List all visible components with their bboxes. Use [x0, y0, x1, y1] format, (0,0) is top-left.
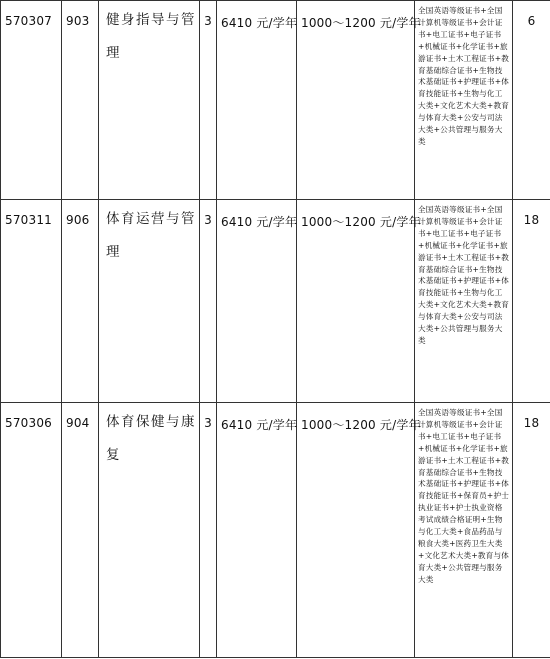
major-code-cell: 570306 — [1, 403, 62, 658]
table-row — [1, 1, 550, 200]
major-name-cell: 健身指导与管理 — [99, 1, 200, 200]
table-row — [1, 200, 550, 403]
study-years-cell: 3 — [200, 1, 217, 200]
enrollment-plan-cell: 18 — [513, 403, 550, 658]
major-number-cell: 903 — [62, 1, 99, 200]
accommodation-fee-cell: 1000～1200 元/学年 — [297, 200, 415, 403]
major-number-cell: 906 — [62, 200, 99, 403]
study-years-cell: 3 — [200, 403, 217, 658]
major-number-cell: 904 — [62, 403, 99, 658]
accommodation-fee-cell: 1000～1200 元/学年 — [297, 403, 415, 658]
major-code-cell: 570311 — [1, 200, 62, 403]
tuition-cell: 6410 元/学年 — [217, 403, 297, 658]
enrollment-plan-cell: 18 — [513, 200, 550, 403]
major-code-cell: 570307 — [1, 1, 62, 200]
study-years-cell: 3 — [200, 200, 217, 403]
table-row — [1, 403, 550, 658]
tuition-cell: 6410 元/学年 — [217, 1, 297, 200]
accommodation-fee-cell: 1000～1200 元/学年 — [297, 1, 415, 200]
tuition-cell: 6410 元/学年 — [217, 200, 297, 403]
major-name-cell: 体育保健与康复 — [99, 403, 200, 658]
certificate-requirements-cell: 全国英语等级证书+全国计算机等级证书+会计证书+电工证书+电子证书+机械证书+化学证书+旅游证书+土木工程证书+教育基础综合证书+生物技术基础证书+护理证书+体育技能证书+生物与化工大类+文化艺术大类+教育与体育大类+公安与司法大类+公共管理与服务大类 — [415, 200, 513, 403]
enrollment-plan-cell: 6 — [513, 1, 550, 200]
major-name-cell: 体育运营与管理 — [99, 200, 200, 403]
certificate-requirements-cell: 全国英语等级证书+全国计算机等级证书+会计证书+电工证书+电子证书+机械证书+化学证书+旅游证书+土木工程证书+教育基础综合证书+生物技术基础证书+护理证书+体育技能证书+保育员+护士执业证书+护士执业资格考试成绩合格证明+生物与化工大类+食品药品与粮食大类+医药卫生大类+文化艺术大类+教育与体育大类+公共管理与服务大类 — [415, 403, 513, 658]
certificate-requirements-cell: 全国英语等级证书+全国计算机等级证书+会计证书+电工证书+电子证书+机械证书+化学证书+旅游证书+土木工程证书+教育基础综合证书+生物技术基础证书+护理证书+体育技能证书+生物与化工大类+文化艺术大类+教育与体育大类+公安与司法大类+公共管理与服务大类 — [415, 1, 513, 200]
